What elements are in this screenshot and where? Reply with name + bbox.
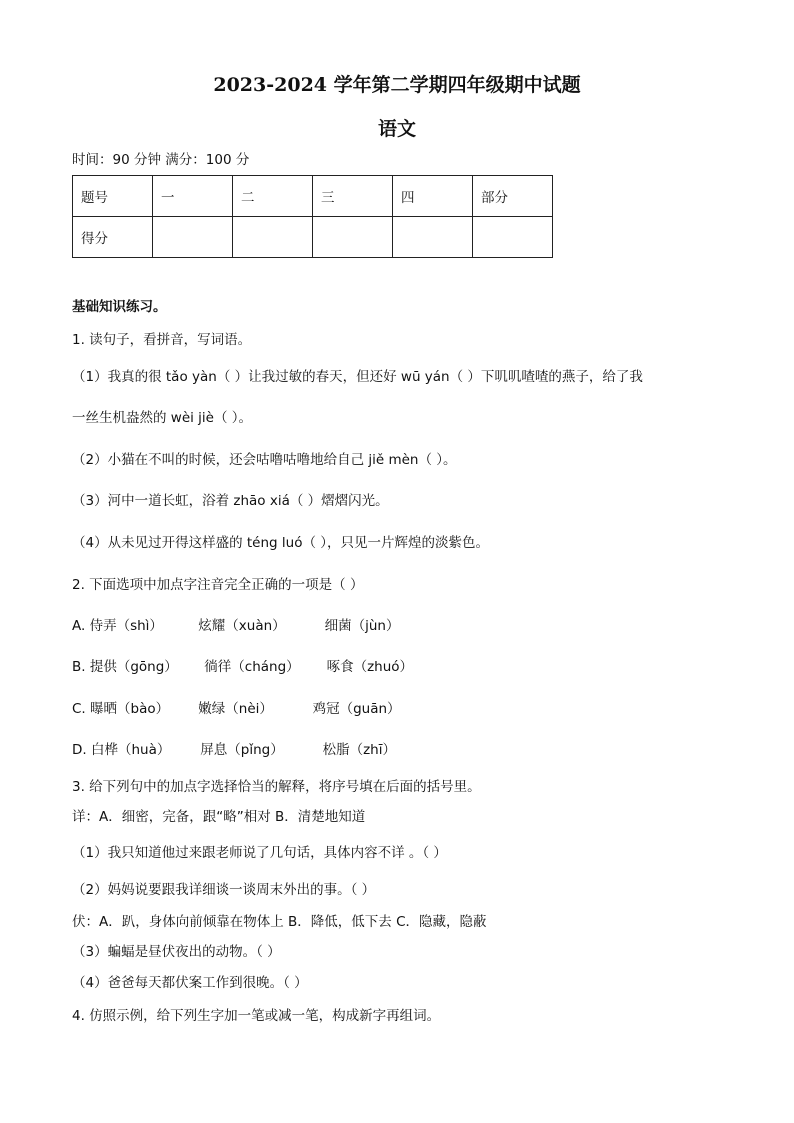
table-row-label: 得分: [73, 217, 153, 258]
question-1-line: （3）河中一道长虹，浴着 zhāo xiá（ ）熠熠闪光。: [72, 493, 389, 509]
question-3-stem: 3. 给下列句中的加点字选择恰当的解释，将序号填在后面的括号里。: [72, 779, 481, 795]
option-d-item: D. 白桦（huà）: [72, 742, 171, 758]
question-3-sentence: （1）我只知道他过来跟老师说了几句话，具体内容不详 。（ ）: [72, 845, 447, 861]
score-cell[interactable]: [153, 217, 233, 258]
exam-meta: 时间：90 分钟 满分：100 分: [72, 152, 250, 168]
exam-title: 2023-2024 学年第二学期四年级期中试题: [213, 74, 581, 96]
definition-xiang: 详：A．细密，完备，跟“略”相对 B．清楚地知道: [72, 809, 366, 825]
question-3-sentence: （3）蝙蝠是昼伏夜出的动物。（ ）: [72, 944, 281, 960]
option-a-item: 炫耀（xuàn）: [198, 618, 286, 634]
option-c[interactable]: [72, 700, 401, 718]
table-score-row: [73, 217, 553, 258]
option-b-item: B. 提供（gōng）: [72, 659, 178, 675]
score-table: [72, 175, 553, 258]
option-b[interactable]: [72, 658, 413, 676]
table-header-cell: 三: [313, 176, 393, 217]
option-d-item: 屏息（pǐng）: [200, 742, 284, 758]
question-1-line: （1）我真的很 tǎo yàn（ ）让我过敏的春天，但还好 wū yán（ ）下叽叽喳喳的燕子，给了我: [72, 369, 643, 385]
option-c-item: 鸡冠（guān）: [312, 701, 401, 717]
score-cell[interactable]: [473, 217, 553, 258]
score-cell[interactable]: [233, 217, 313, 258]
option-d[interactable]: [72, 741, 396, 759]
table-header-cell: 题号: [73, 176, 153, 217]
option-b-item: 徜徉（cháng）: [204, 659, 300, 675]
option-a-item: A. 侍弄（shì）: [72, 618, 163, 634]
score-cell[interactable]: [393, 217, 473, 258]
score-cell[interactable]: [313, 217, 393, 258]
definition-fu: 伏：A．趴，身体向前倾靠在物体上 B．降低，低下去 C．隐藏，隐蔽: [72, 914, 487, 930]
option-a[interactable]: [72, 617, 399, 635]
question-1-stem: 1. 读句子，看拼音，写词语。: [72, 332, 252, 348]
subject-title: 语文: [377, 118, 416, 140]
option-b-item: 啄食（zhuó）: [326, 659, 414, 675]
table-header-row: [73, 176, 553, 217]
question-1-line: （4）从未见过开得这样盛的 téng luó（ ），只见一片辉煌的淡紫色。: [72, 535, 490, 551]
question-1-line: （2）小猫在不叫的时候，还会咕噜咕噜地给自己 jiě mèn（ ）。: [72, 452, 457, 468]
table-header-cell: 四: [393, 176, 473, 217]
option-a-item: 细菌（jùn）: [324, 618, 400, 634]
option-c-item: C. 曝晒（bào）: [72, 701, 170, 717]
option-d-item: 松脂（zhī）: [322, 742, 396, 758]
question-2-stem: 2. 下面选项中加点字注音完全正确的一项是（ ）: [72, 577, 364, 593]
question-3-sentence: （4）爸爸每天都伏案工作到很晚。（ ）: [72, 975, 308, 991]
table-header-cell: 一: [153, 176, 233, 217]
question-3-sentence: （2）妈妈说要跟我详细谈一谈周末外出的事。（ ）: [72, 882, 376, 898]
option-c-item: 嫩绿（nèi）: [198, 701, 273, 717]
question-4-stem: 4. 仿照示例，给下列生字加一笔或减一笔，构成新字再组词。: [72, 1008, 441, 1024]
table-header-cell: 二: [233, 176, 313, 217]
question-1-line: 一丝生机盎然的 wèi jiè（ ）。: [72, 410, 253, 426]
section-heading: 基础知识练习。: [72, 299, 167, 315]
table-header-cell: 部分: [473, 176, 553, 217]
